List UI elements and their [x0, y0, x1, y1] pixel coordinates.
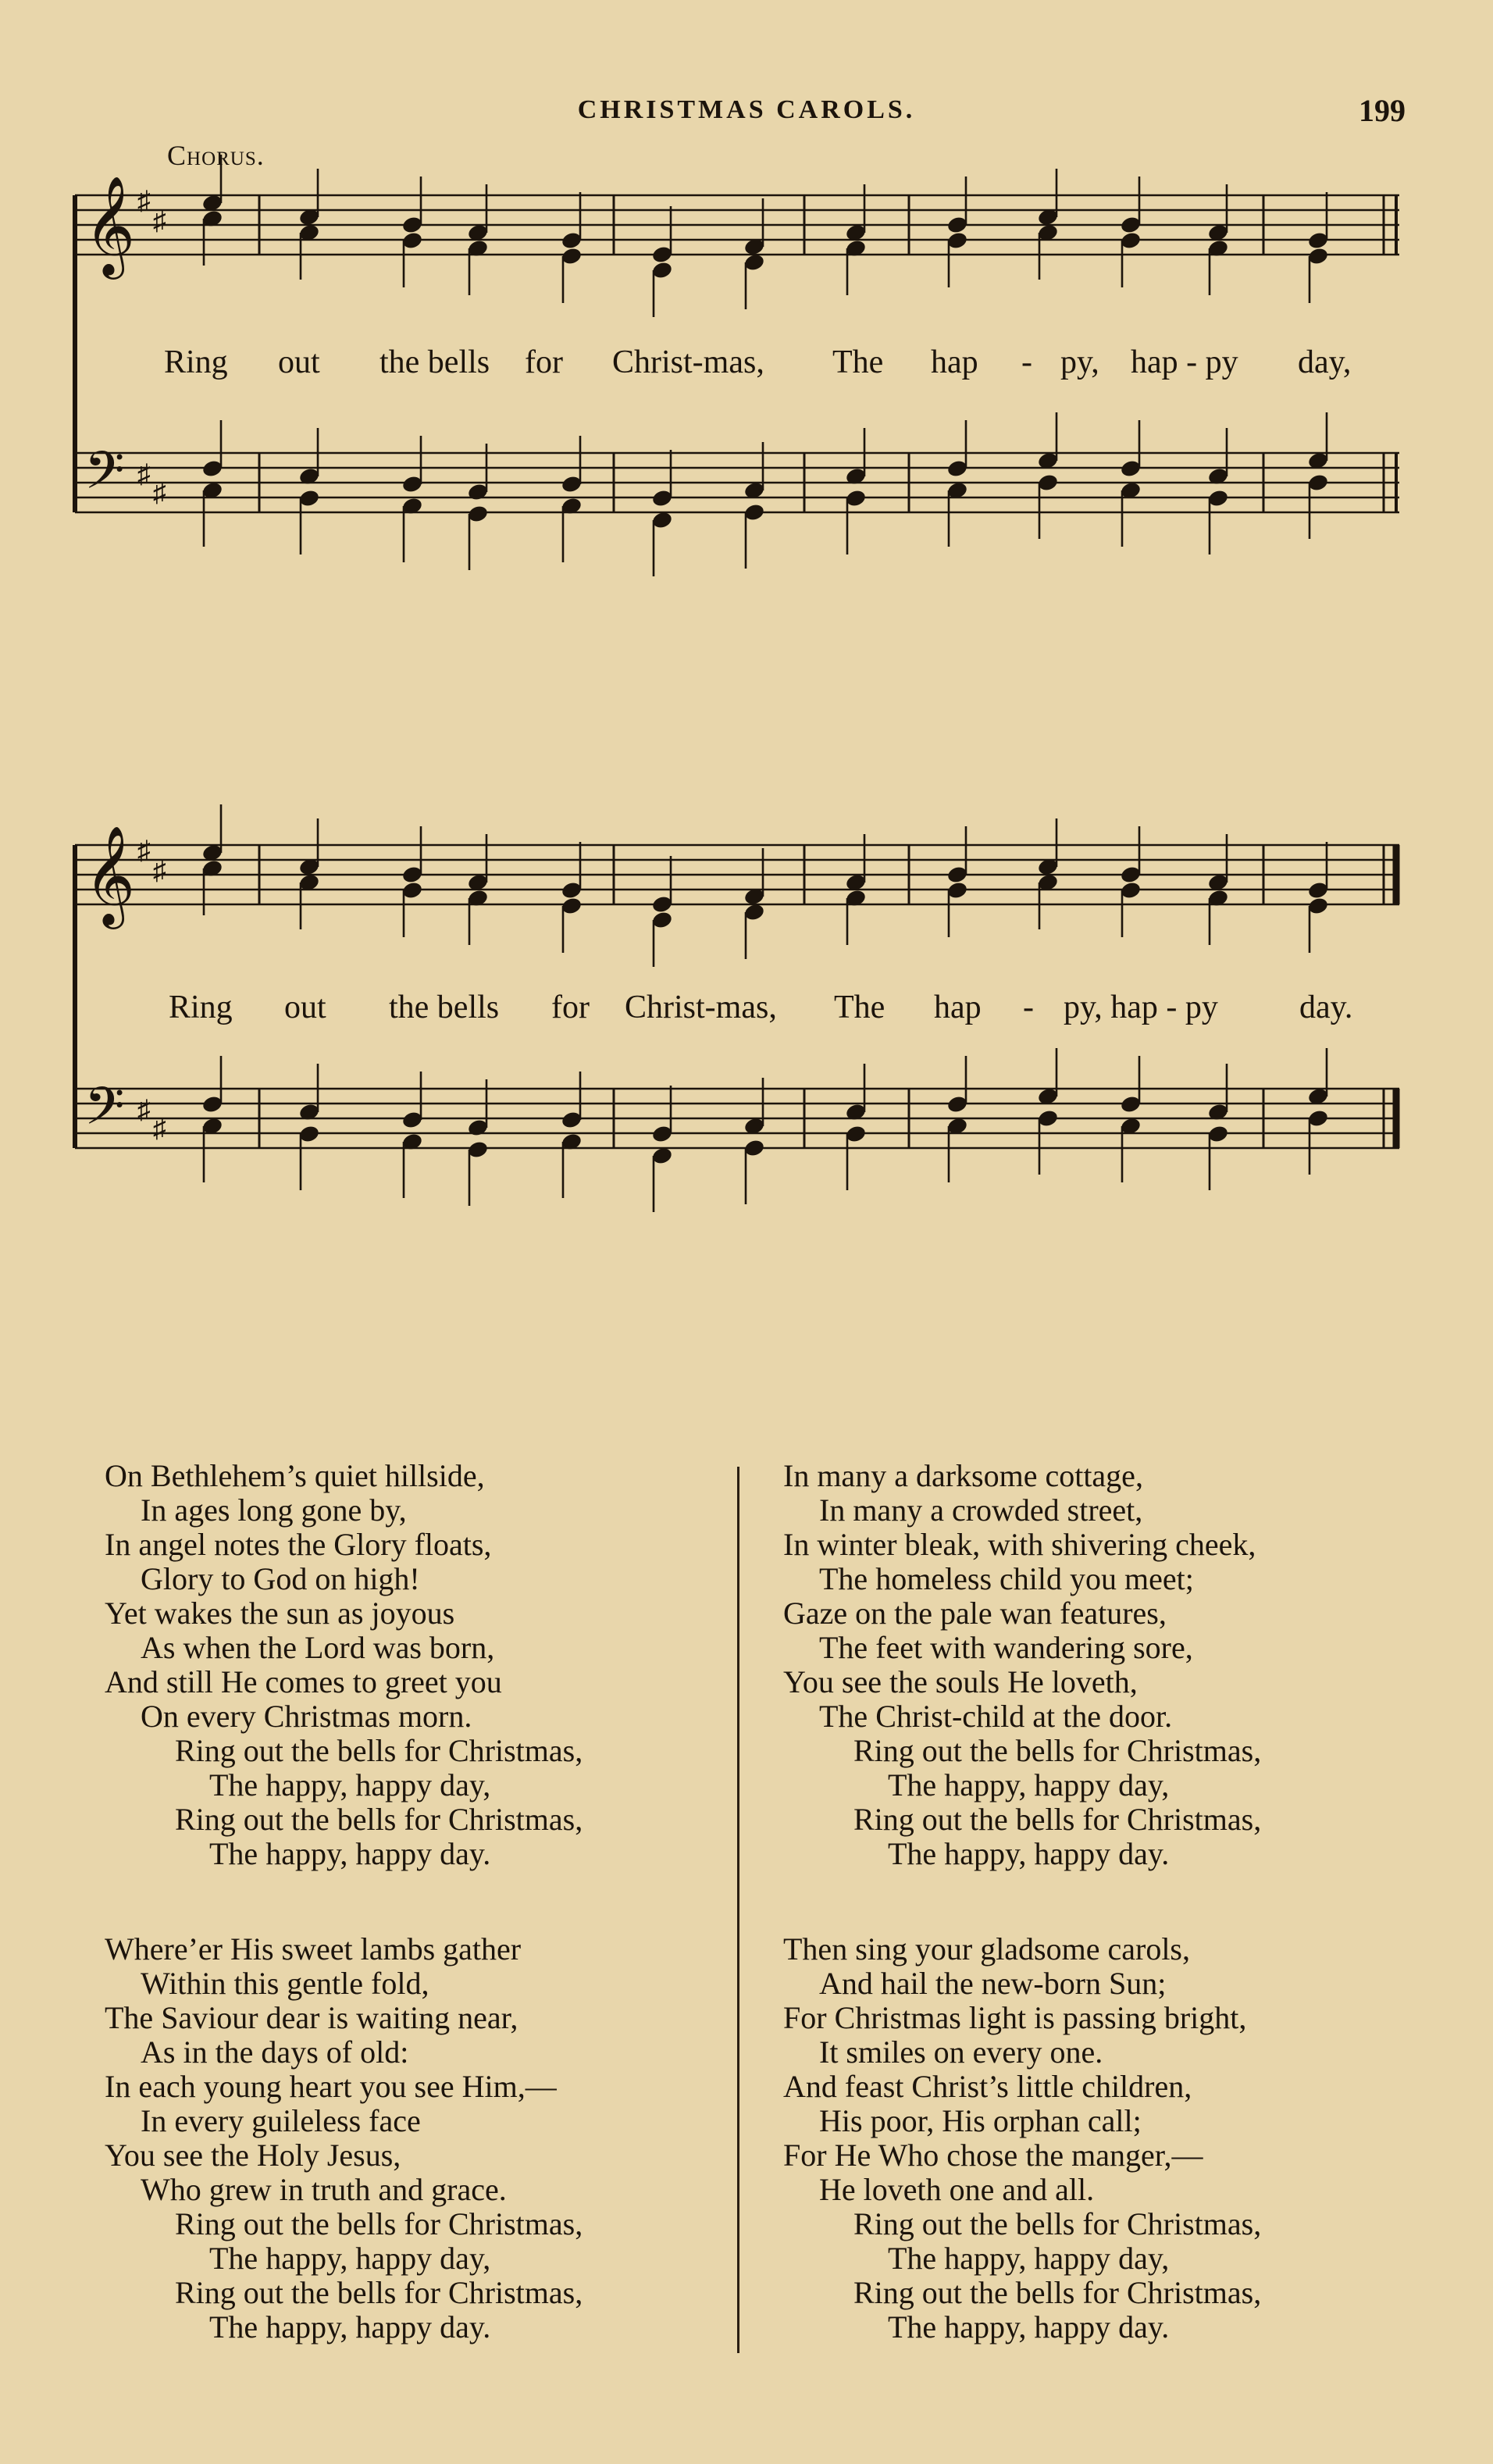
verse-line: Ring out the bells for Christmas, [175, 2206, 583, 2241]
verse-line: Ring out the bells for Christmas, [175, 1802, 583, 1837]
lyric-syllable: out [278, 344, 320, 380]
sharp-icon: ♯ [153, 479, 166, 508]
verse-line: In ages long gone by, [141, 1492, 407, 1528]
verse-line: Glory to God on high! [141, 1561, 420, 1596]
verse-line: On Bethlehem’s quiet hillside, [105, 1458, 485, 1493]
verse-line: The happy, happy day, [888, 2241, 1170, 2276]
lyric-syllable: Ring [164, 344, 228, 380]
verse-line: The happy, happy day. [209, 1836, 491, 1871]
sharp-icon: ♯ [153, 207, 166, 236]
verse-line: And feast Christ’s little children, [783, 2069, 1192, 2104]
verse-line: Then sing your gladsome carols, [783, 1931, 1190, 1967]
verse-line: The feet with wandering sore, [819, 1630, 1193, 1665]
lyric-syllable: Ring [169, 990, 233, 1025]
verse-line: Within this gentle fold, [141, 1966, 429, 2001]
sharp-icon: ♯ [137, 187, 151, 216]
lyric-syllable: out [284, 990, 326, 1025]
verse-line: Where’er His sweet lambs gather [105, 1931, 522, 1967]
verse-line: Yet wakes the sun as joyous [105, 1596, 455, 1631]
verse-line: In many a crowded street, [819, 1492, 1143, 1528]
lyric-syllable: the bells [379, 344, 490, 380]
lyric-syllable: The [834, 990, 885, 1025]
verse-column-left [105, 1459, 745, 2405]
verse-line: As when the Lord was born, [141, 1630, 495, 1665]
verse-line: In angel notes the Glory floats, [105, 1527, 492, 1562]
running-title: CHRISTMAS CAROLS. [577, 95, 916, 124]
verse-line: You see the souls He loveth, [783, 1664, 1138, 1699]
lyric-syllable: day. [1299, 990, 1353, 1025]
verse-line: The happy, happy day. [888, 2309, 1170, 2345]
verse-line: The happy, happy day, [209, 1767, 491, 1803]
verse-line: The homeless child you meet; [819, 1561, 1194, 1596]
verse-line: Who grew in truth and grace. [141, 2172, 507, 2207]
verse-column-right [783, 1459, 1424, 2405]
bass-clef-icon: 𝄢 [84, 440, 125, 513]
verse-line: The happy, happy day, [888, 1767, 1170, 1803]
verse-line: You see the Holy Jesus, [105, 2138, 401, 2173]
lyric-syllable: for [525, 344, 563, 380]
sharp-icon: ♯ [153, 1114, 166, 1143]
page-number: 199 [1359, 93, 1406, 128]
verse-line: Ring out the bells for Christmas, [175, 1733, 583, 1768]
lyric-syllable: - [1021, 344, 1032, 380]
chorus-label: Chorus. [167, 140, 265, 171]
verse-line: The Christ-child at the door. [819, 1699, 1173, 1734]
lyric-syllable: - [1023, 990, 1034, 1025]
verse-line: The Saviour dear is waiting near, [105, 2000, 518, 2035]
treble-clef-icon: 𝄞 [84, 175, 136, 275]
sharp-icon: ♯ [137, 836, 151, 865]
lyric-syllable: hap - py [1131, 344, 1238, 380]
sharp-icon: ♯ [153, 857, 166, 886]
verse-line: He loveth one and all. [819, 2172, 1095, 2207]
verse-line: For Christmas light is passing bright, [783, 2000, 1247, 2035]
verse-stanza [105, 1459, 745, 1871]
verse-line: Ring out the bells for Christmas, [853, 1802, 1262, 1837]
verse-line: For He Who chose the manger,— [783, 2138, 1203, 2173]
verse-line: It smiles on every one. [819, 2034, 1103, 2070]
verse-line: And still He comes to greet you [105, 1664, 502, 1699]
treble-clef-icon: 𝄞 [84, 825, 136, 925]
verse-line: His poor, His orphan call; [819, 2103, 1142, 2138]
verse-line: In every guileless face [141, 2103, 421, 2138]
lyric-syllable: the bells [389, 990, 500, 1025]
verse-line: On every Christmas morn. [141, 1699, 472, 1734]
verse-stanza [783, 1932, 1424, 2345]
lyric-syllable: hap [934, 990, 982, 1025]
verse-line: Ring out the bells for Christmas, [853, 2206, 1262, 2241]
lyric-syllable: day, [1298, 344, 1352, 380]
lyric-syllable: py, [1060, 344, 1099, 380]
verse-stanza [783, 1459, 1424, 1871]
lyric-syllable: Christ-mas, [625, 990, 777, 1025]
verse-line: Ring out the bells for Christmas, [853, 2275, 1262, 2310]
verse-stanza [105, 1932, 745, 2345]
lyric-syllable: for [551, 990, 590, 1025]
verse-line: Ring out the bells for Christmas, [175, 2275, 583, 2310]
bass-clef-icon: 𝄢 [84, 1076, 125, 1149]
lyric-syllable: hap [931, 344, 978, 380]
verse-line: As in the days of old: [141, 2034, 409, 2070]
verse-line: The happy, happy day. [888, 1836, 1170, 1871]
verse-line: In each young heart you see Him,— [105, 2069, 557, 2104]
verse-line: The happy, happy day, [209, 2241, 491, 2276]
verse-line: In winter bleak, with shivering cheek, [783, 1527, 1256, 1562]
lyric-syllable: py, hap - py [1064, 990, 1218, 1025]
sharp-icon: ♯ [137, 1096, 151, 1125]
lyric-syllable: The [832, 344, 884, 380]
verse-line: Gaze on the pale wan features, [783, 1596, 1167, 1631]
verse-line: The happy, happy day. [209, 2309, 491, 2345]
sharp-icon: ♯ [137, 460, 151, 489]
verse-line: And hail the new-born Sun; [819, 1966, 1167, 2001]
verse-line: Ring out the bells for Christmas, [853, 1733, 1262, 1768]
verse-line: In many a darksome cottage, [783, 1458, 1143, 1493]
lyric-syllable: Christ-mas, [612, 344, 764, 380]
